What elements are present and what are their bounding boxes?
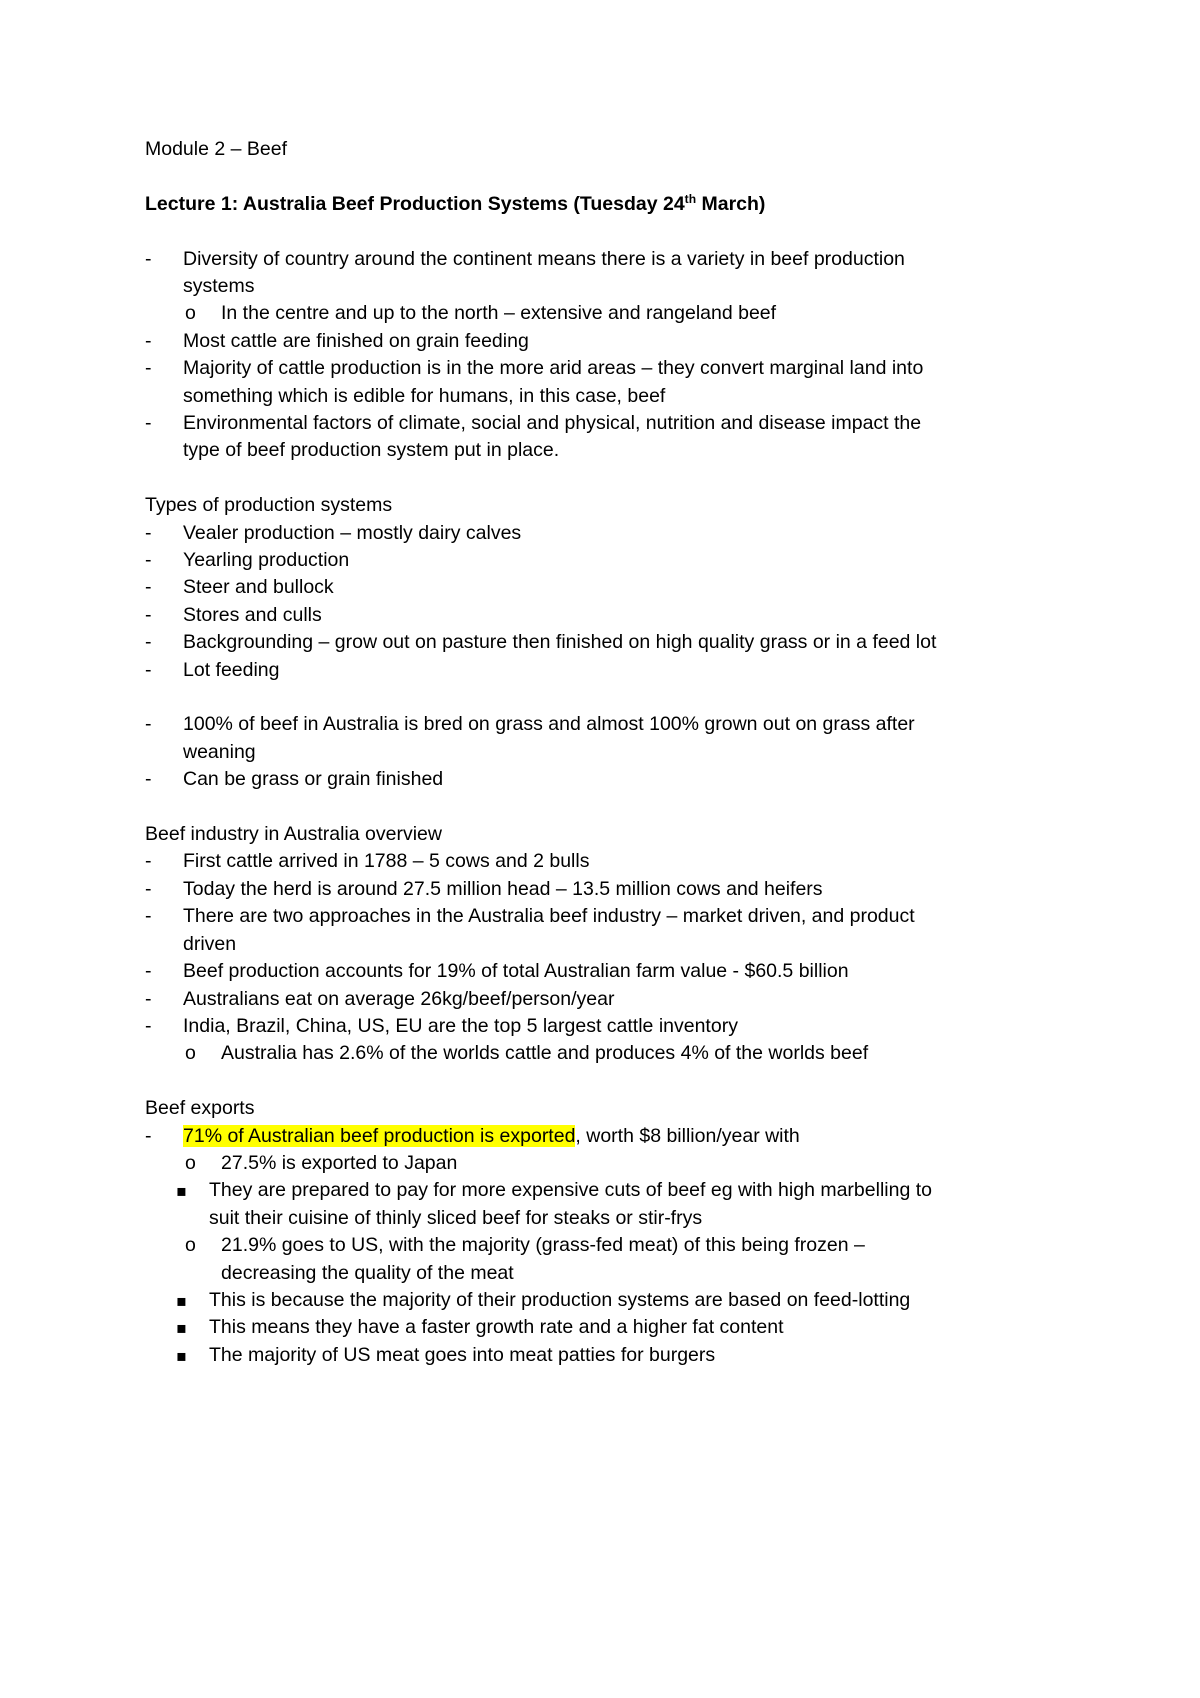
detail-bullet-item [0, 1177, 1200, 1232]
dash-marker: - [145, 768, 152, 791]
dash-marker: - [145, 905, 152, 928]
bullet-text: Australians eat on average 26kg/beef/person/year [183, 987, 615, 1010]
lecture-title-superscript: th [684, 191, 697, 206]
blank-line [0, 218, 1200, 245]
dash-marker: - [145, 603, 152, 626]
bullet-text: Can be grass or grain finished [183, 768, 444, 791]
sub-bullet-text: 27.5% is exported to Japan [221, 1151, 458, 1174]
detail-bullet-text: This is because the majority of their production systems are based on feed-lotting [209, 1288, 911, 1311]
bullet-text: Steer and bullock [183, 576, 334, 599]
dash-marker: - [145, 987, 152, 1010]
blank-line [0, 163, 1200, 190]
bullet-text: Beef production accounts for 19% of total Australian farm value - $60.5 billion [183, 960, 849, 983]
bullet-item [0, 903, 1200, 958]
section-heading-exports [0, 1095, 1200, 1122]
blank-line [0, 684, 1200, 711]
dash-marker: - [145, 521, 152, 544]
bullet-text: Vealer production – mostly dairy calves [183, 521, 522, 544]
bullet-item [0, 848, 1200, 875]
dash-marker: - [145, 1124, 152, 1147]
blank-line [0, 465, 1200, 492]
lecture-title-text: Lecture 1: Australia Beef Production Systems (Tuesday 24 [145, 192, 685, 215]
bullet-text: Backgrounding – grow out on pasture then finished on high quality grass or in a feed lot [183, 631, 937, 654]
bullet-text: There are two approaches in the Australia beef industry – market driven, and product driven [183, 905, 915, 955]
blank-line [0, 1068, 1200, 1095]
bullet-item [0, 246, 1200, 301]
bullet-text: Yearling production [183, 549, 350, 572]
sub-bullet-text: 21.9% goes to US, with the majority (grass-fed meat) of this being frozen – decreasing the quality of the meat [221, 1234, 865, 1284]
sub-bullet-item [0, 1040, 1200, 1067]
dash-marker: - [145, 877, 152, 900]
bullet-text: Diversity of country around the continent means there is a variety in beef production systems [183, 247, 905, 297]
lecture-title [0, 191, 1200, 218]
sub-bullet-item [0, 300, 1200, 327]
blank-line [0, 794, 1200, 821]
bullet-item [0, 876, 1200, 903]
bullet-item [0, 629, 1200, 656]
highlighted-text: 71% of Australian beef production is exported [183, 1124, 576, 1147]
bullet-item [0, 355, 1200, 410]
sub-bullet-text: In the centre and up to the north – extensive and rangeland beef [221, 302, 777, 325]
bullet-item [0, 986, 1200, 1013]
dash-marker: - [145, 713, 152, 736]
circle-marker: o [185, 1151, 196, 1174]
bullet-text: , worth $8 billion/year with [575, 1124, 800, 1147]
dash-marker: - [145, 576, 152, 599]
square-marker: ▪ [176, 1290, 187, 1310]
detail-bullet-text: This means they have a faster growth rate and a higher fat content [209, 1316, 784, 1339]
bullet-text: Most cattle are finished on grain feeding [183, 329, 529, 352]
bullet-text: India, Brazil, China, US, EU are the top 5 largest cattle inventory [183, 1014, 738, 1037]
bullet-item [0, 958, 1200, 985]
lecture-title-end: March) [696, 192, 766, 215]
dash-marker: - [145, 850, 152, 873]
dash-marker: - [145, 631, 152, 654]
bullet-item [0, 602, 1200, 629]
dash-marker: - [145, 658, 152, 681]
module-title-text: Module 2 – Beef [145, 138, 288, 160]
dash-marker: - [145, 247, 152, 270]
section-heading-text: Beef industry in Australia overview [145, 823, 442, 846]
bullet-text: Environmental factors of climate, social and physical, nutrition and disease impact the type of beef production system put in place. [183, 412, 922, 462]
module-title [0, 136, 1200, 163]
square-marker: ▪ [176, 1181, 187, 1201]
bullet-text: Lot feeding [183, 658, 280, 681]
bullet-text: Stores and culls [183, 603, 322, 626]
section-heading-text: Types of production systems [145, 494, 393, 517]
bullet-item [0, 574, 1200, 601]
detail-bullet-item [0, 1314, 1200, 1341]
dash-marker: - [145, 960, 152, 983]
bullet-item [0, 328, 1200, 355]
dash-marker: - [145, 357, 152, 380]
bullet-item [0, 1123, 1200, 1150]
section-heading-industry-overview [0, 821, 1200, 848]
bullet-text: 100% of beef in Australia is bred on grass and almost 100% grown out on grass after weaning [183, 713, 915, 763]
bullet-item [0, 766, 1200, 793]
section-heading-production-systems [0, 492, 1200, 519]
bullet-item [0, 547, 1200, 574]
bullet-item [0, 410, 1200, 465]
square-marker: ▪ [176, 1318, 187, 1338]
bullet-item [0, 520, 1200, 547]
circle-marker: o [185, 302, 196, 325]
circle-marker: o [185, 1042, 196, 1065]
square-marker: ▪ [176, 1345, 187, 1365]
dash-marker: - [145, 412, 152, 435]
sub-bullet-text: Australia has 2.6% of the worlds cattle and produces 4% of the worlds beef [221, 1042, 869, 1065]
dash-marker: - [145, 329, 152, 352]
bullet-text: Today the herd is around 27.5 million head – 13.5 million cows and heifers [183, 877, 823, 900]
detail-bullet-item [0, 1287, 1200, 1314]
detail-bullet-item [0, 1342, 1200, 1369]
bullet-item [0, 1013, 1200, 1040]
circle-marker: o [185, 1234, 196, 1257]
bullet-text: First cattle arrived in 1788 – 5 cows and 2 bulls [183, 850, 590, 873]
section-heading-text: Beef exports [145, 1097, 255, 1120]
sub-bullet-item [0, 1232, 1200, 1287]
dash-marker: - [145, 549, 152, 572]
dash-marker: - [145, 1014, 152, 1037]
bullet-item [0, 657, 1200, 684]
detail-bullet-text: They are prepared to pay for more expensive cuts of beef eg with high marbelling to suit their cuisine of thinly sliced beef for steaks or stir-frys [209, 1179, 932, 1229]
detail-bullet-text: The majority of US meat goes into meat patties for burgers [209, 1343, 716, 1366]
sub-bullet-item [0, 1150, 1200, 1177]
bullet-text: Majority of cattle production is in the more arid areas – they convert marginal land into something which is edible for humans, in this case, beef [183, 357, 924, 407]
bullet-item [0, 711, 1200, 766]
